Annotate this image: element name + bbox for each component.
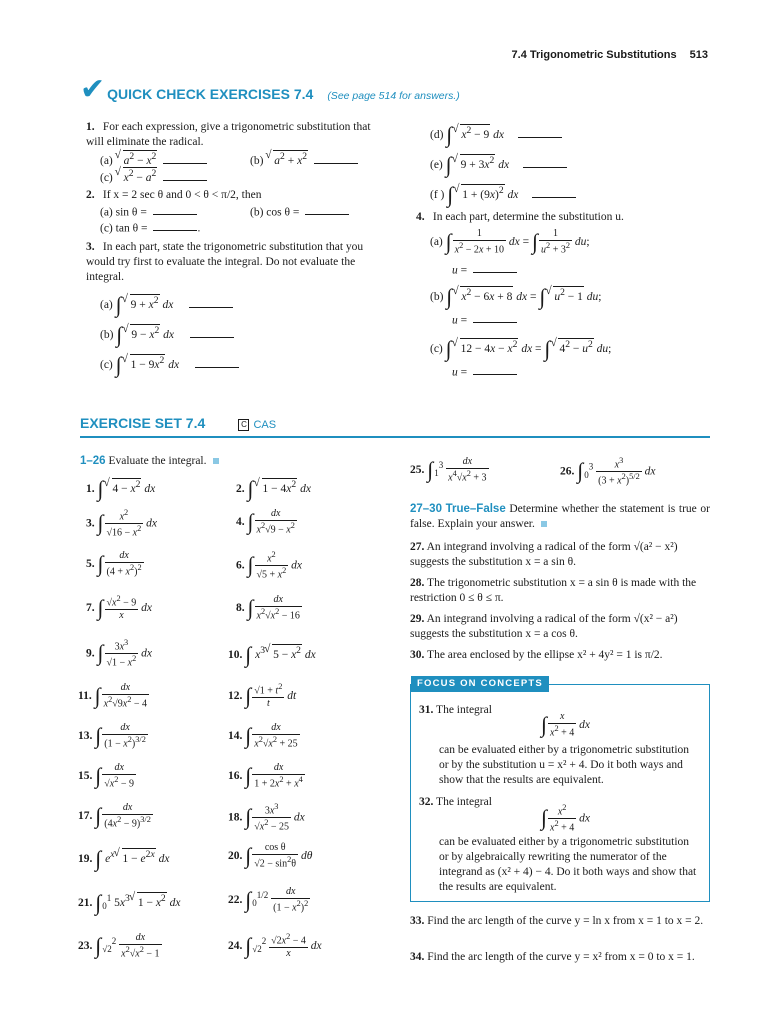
exercise-5: 5. ∫ $\frac{dx}{(4 + x^2)^2}$ — [86, 550, 142, 578]
page-number: 513 — [689, 49, 708, 61]
instructions-27-30: 27–30 True–False Determine whether the statement is true or false. Explain your answer. — [410, 503, 710, 530]
qc-4a: (a) ∫ $\frac{1}{x^2 - 2x + 10}$ dx = ∫ $\frac{1}{u^2 + 3^2}$ du; — [430, 228, 590, 256]
qc-3a: (a) ∫√ $9 + x^2$ dx — [100, 294, 233, 313]
answers-note: (See page 514 for answers.) — [327, 90, 460, 102]
focus-label: FOCUS ON CONCEPTS — [411, 676, 549, 692]
qc-2c: (c) tan θ = . — [100, 220, 200, 236]
exercise-28: 28. The trigonometric substitution x = a sin θ is made with the restriction 0 ≤ θ ≤ π. — [410, 577, 697, 604]
exercise-30: 30. The area enclosed by the ellipse x² + 4y² = 1 is π/2. — [410, 649, 663, 661]
exercise-25: 25. $\int_1^3$ $\frac{dx}{x^4√x^2 + 3}$ — [410, 456, 487, 484]
exercise-18: 18. ∫ $\frac{3x^3}{√x^2 - 25}$ dx — [228, 802, 305, 833]
exercise-11: 11. ∫ $\frac{dx}{x^2√9x^2 - 4}$ — [78, 682, 148, 710]
exercise-31-text: can be evaluated either by a trigonometric substitution or by the substitution u = x² + 4. Do it both ways and show that the results are equivalent. — [439, 744, 690, 786]
qc-4c-u: u = — [452, 364, 517, 380]
exercise-17: 17. ∫ $\frac{dx}{(4x^2 - 9)^{3/2}}$ — [78, 802, 151, 830]
qc-3c: (c) ∫√ $1 - 9x^2$ dx — [100, 354, 239, 373]
exercise-26: 26. $\int_0^3$ $\frac{x^3}{(3 + x^2)^{5/2}}$ dx — [560, 456, 656, 487]
qc-3f: (f ) ∫√ $1 + (9x)^2$ dx — [430, 184, 576, 203]
exercise-8: 8. ∫ $\frac{dx}{x^2√x^2 - 16}$ — [236, 594, 300, 622]
exercise-13: 13. ∫ $\frac{dx}{(1 - x^2)^{3/2}}$ — [78, 722, 146, 750]
cas-legend: C CAS — [238, 419, 276, 431]
exercise-32-text: can be evaluated either by a trigonometric substitution or by algebraically rewriting the numerator of the integrand as (x² + 4) − 4. Do it both ways and show that the results are equivalent. — [439, 836, 697, 893]
exercise-1: 1. ∫√ $4 - x^2$ dx — [86, 478, 155, 497]
qc-4a-u: u = — [452, 262, 517, 278]
checkmark-icon: ✔ — [80, 73, 106, 106]
qc-4b: (b) ∫√ $x^2 - 6x + 8$ dx = ∫√ $u^2 - 1$ du; — [430, 286, 601, 305]
qc-3b: (b) ∫√ $9 - x^2$ dx — [100, 324, 234, 343]
exercise-set-header — [80, 414, 276, 433]
running-head — [512, 48, 708, 62]
square-marker-icon — [541, 521, 547, 527]
exercise-32-integral: ∫ $\frac{x^2}{x^2 + 4}$ dx — [541, 803, 591, 834]
qc-1c: (c) √ $x^2 - a^2$ — [100, 167, 207, 186]
qc-3e: (e) ∫√ $9 + 3x^2$ dx — [430, 154, 567, 173]
qc-question-2: 2. If x = 2 sec θ and 0 < θ < π/2, then — [86, 189, 262, 201]
exercise-19: 19. ∫ $e^x√$ $1 - e^{2x}$ dx — [78, 848, 169, 867]
exercise-22: 22. $\int_0^{1/2}$ $\frac{dx}{(1 - x^2)^2}$ — [228, 886, 309, 914]
qc-question-4: 4. In each part, determine the substitution u. — [416, 211, 624, 223]
exercise-4: 4. ∫ $\frac{dx}{x^2√9 - x^2}$ — [236, 508, 295, 536]
quick-check-header — [80, 73, 460, 106]
qc-3d: (d) ∫√ $x^2 - 9$ dx — [430, 124, 562, 143]
qc-question-3: 3. In each part, state the trigonometric substitution that you would try first to evaluate the integral. Do not evaluate the integral. — [86, 241, 364, 283]
section-title: 7.4 Trigonometric Substitutions — [511, 49, 677, 61]
exercise-32-intro: 32. The integral — [419, 796, 492, 808]
exercise-34: 34. Find the arc length of the curve y = x² from x = 0 to x = 1. — [410, 951, 695, 963]
exercise-31-intro: 31. The integral — [419, 704, 492, 716]
exercise-set-title: EXERCISE SET 7.4 — [80, 415, 206, 431]
qc-4b-u: u = — [452, 312, 517, 328]
square-marker-icon — [213, 458, 219, 464]
exercise-23: 23. $\int_{√2}^2$ $\frac{dx}{x^2√x^2 - 1}$ — [78, 932, 160, 960]
qc-1a: (a) √ $a^2 - x^2$ — [100, 150, 207, 169]
exercise-3: 3. ∫ $\frac{x^2}{√16 - x^2}$ dx — [86, 508, 158, 539]
exercise-16: 16. ∫ $\frac{dx}{1 + 2x^2 + x^4}$ — [228, 762, 303, 790]
exercise-9: 9. ∫ $\frac{3x^3}{√1 - x^2}$ dx — [86, 638, 153, 669]
exercise-12: 12. ∫ $\frac{√1 + t^2}{t}$ dt — [228, 682, 297, 710]
qc-4c: (c) ∫√ $12 - 4x - x^2$ dx = ∫√ $4^2 - u^2$ du; — [430, 338, 611, 357]
focus-on-concepts-box — [410, 678, 710, 902]
exercise-29: 29. An integrand involving a radical of the form √(x² − a²) suggests the substitution x = a cos θ. — [410, 613, 678, 640]
exercise-31-integral: ∫ $\frac{x}{x^2 + 4}$ dx — [541, 711, 591, 739]
exercise-7: 7. ∫ $\frac{√x^2 - 9}{x}$ dx — [86, 594, 153, 622]
exercise-10: 10. ∫ $x^3√$ $5 - x^2$ dx — [228, 644, 316, 663]
exercise-6: 6. ∫ $\frac{x^2}{√5 + x^2}$ dx — [236, 550, 303, 581]
exercise-33: 33. Find the arc length of the curve y = ln x from x = 1 to x = 2. — [410, 915, 704, 927]
exercise-20: 20. ∫ $\frac{\text{cos θ}}{√2 - \sin^2\theta}$ dθ — [228, 842, 313, 870]
exercise-14: 14. ∫ $\frac{dx}{x^2√x^2 + 25}$ — [228, 722, 298, 750]
exercise-27: 27. An integrand involving a radical of the form √(a² − x²) suggests the substitution x = a sin θ. — [410, 541, 678, 568]
section-rule — [80, 436, 710, 438]
cas-icon: C — [238, 419, 249, 431]
qc-question-1: 1. For each expression, give a trigonometric substitution that will eliminate the radical. — [86, 121, 371, 148]
exercise-2: 2. ∫√ $1 - 4x^2$ dx — [236, 478, 311, 497]
qc-2b: (b) cos θ = — [250, 204, 349, 220]
quick-check-title: QUICK CHECK EXERCISES 7.4 — [107, 86, 314, 102]
instructions-1-26: 1–26 Evaluate the integral. — [80, 454, 219, 469]
qc-1b: (b) √ $a^2 + x^2$ — [250, 150, 358, 169]
qc-2a: (a) sin θ = — [100, 204, 197, 220]
exercise-24: 24. $\int_{√2}^2$ $\frac{√2x^2 - 4}{x}$ dx — [228, 932, 322, 960]
exercise-15: 15. ∫ $\frac{dx}{√x^2 - 9}$ — [78, 762, 135, 790]
exercise-21: 21. $\int_0^1$ $5x^3√$ $1 - x^2$ dx — [78, 892, 180, 913]
